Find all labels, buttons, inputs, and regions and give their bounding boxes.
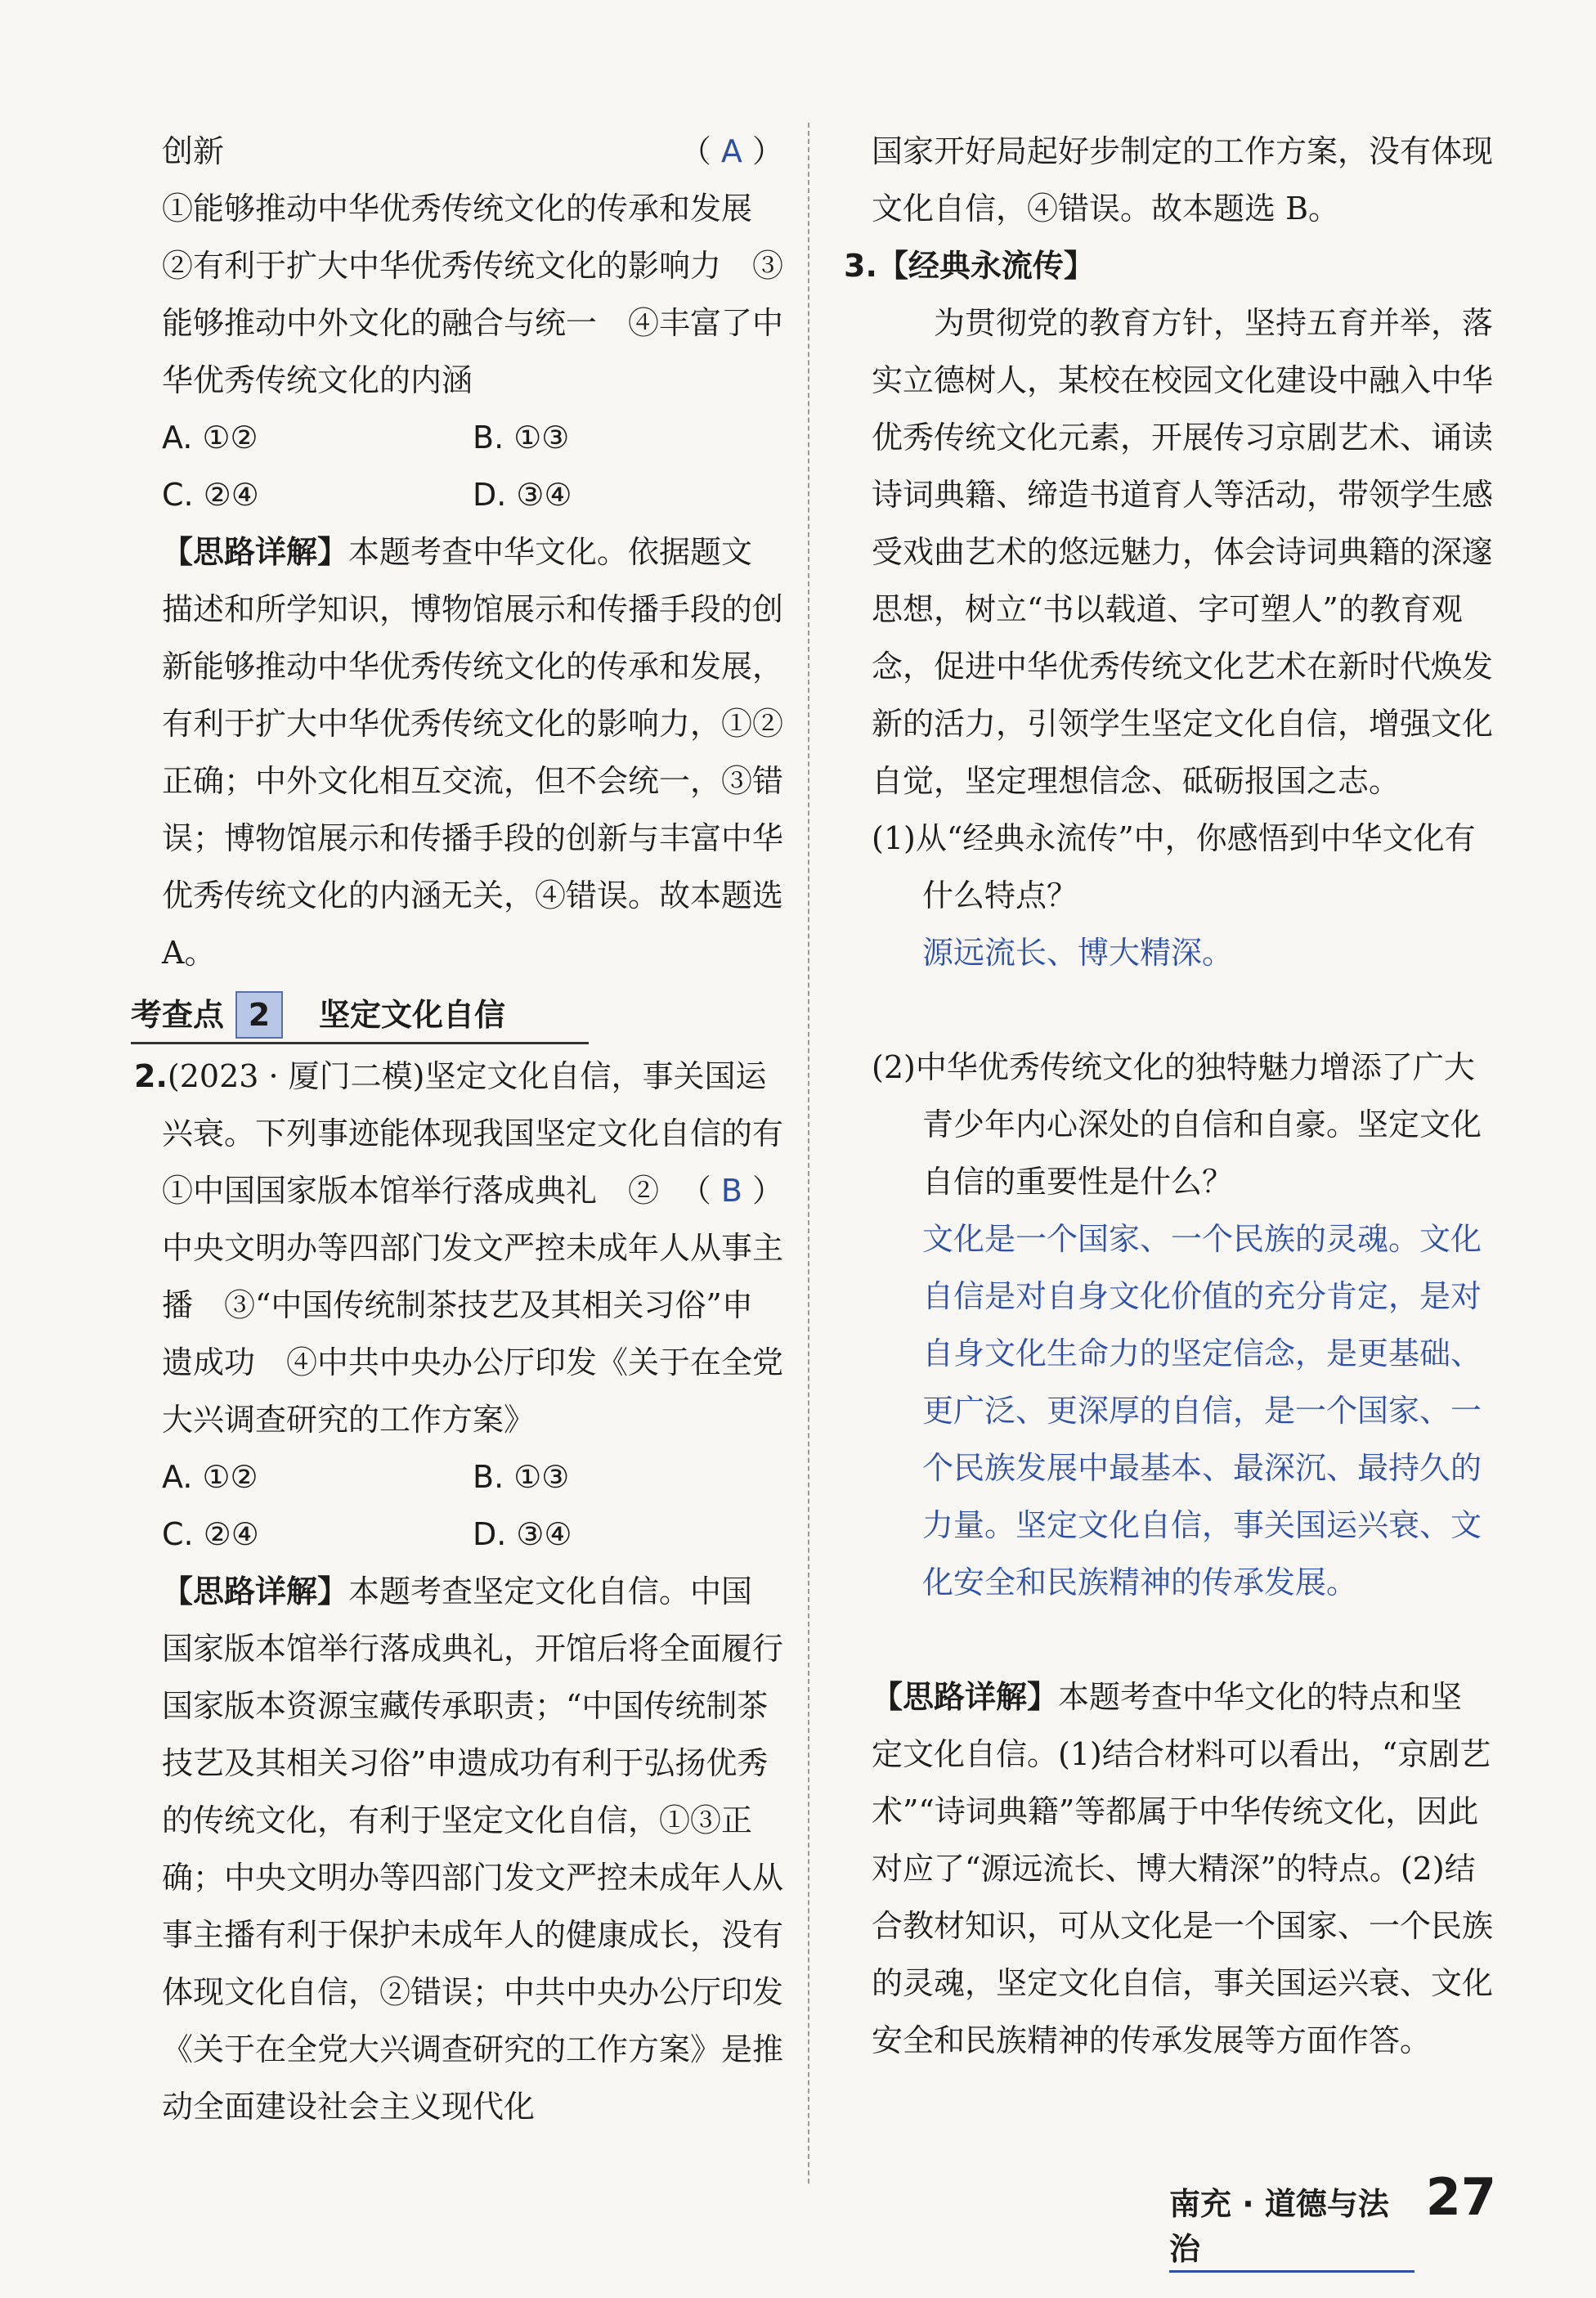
spacer — [872, 981, 1493, 1039]
q2-analysis-text: 本题考查坚定文化自信。中国国家版本馆举行落成典礼，开馆后将全面履行国家版本资源宝藏传承职责；“中国传统制茶技艺及其相关习俗”申遗成功有利于弘扬优秀的传统文化，有利于坚定文化自信，①③正确；中央文明办等四部门发文严控未成年人从事主播有利于保护未成年人的健康成长，没有体现文化自信，②错误；中共中央办公厅印发《关于在全党大兴调查研究的工作方案》是推动全面建设社会主义现代化 — [162, 1573, 784, 2125]
q3-heading — [844, 237, 1493, 294]
q2-options-row2 — [162, 1506, 783, 1563]
q1-analysis-text: 本题考查中华文化。依据题文描述和所学知识，博物馆展示和传播手段的创新能够推动中华优秀传统文化的传承和发展，有利于扩大中华优秀传统文化的影响力，①②正确；中外文化相互交流，但不会统一，③错误；博物馆展示和传播手段的创新与丰富中华优秀传统文化的内涵无关，④错误。故本题选 A。 — [162, 534, 784, 971]
q2-answer-bracket — [680, 1162, 783, 1219]
q2-analysis — [162, 1563, 783, 2135]
q1-answer: A — [720, 133, 742, 169]
right-column — [844, 123, 1494, 2069]
q1-analysis — [162, 523, 783, 981]
q3-sub2-answer: 文化是一个国家、一个民族的灵魂。文化自信是对自身文化价值的充分肯定，是对自身文化生命力的坚定信念，是更基础、更广泛、更深厚的自信，是一个国家、一个民族发展中最基本、最深沉、最持久的力量。坚定文化自信，事关国运兴衰、文化安全和民族精神的传承发展。 — [922, 1221, 1482, 1600]
q1-option-b: B. ①③ — [473, 420, 570, 456]
q1-analysis-tag: 【思路详解】 — [162, 534, 349, 570]
q3-sub1-answer: 源远流长、博大精深。 — [922, 935, 1234, 971]
q2-options-row1 — [162, 1448, 783, 1506]
q1-option-d: D. ③④ — [473, 477, 572, 513]
section-title: 坚定文化自信 — [319, 997, 506, 1033]
left-column — [131, 123, 784, 2135]
q2-option-b: B. ①③ — [473, 1459, 570, 1495]
q2-statements: ①中国国家版本馆举行落成典礼 ②中央文明办等四部门发文严控未成年人从事主播 ③“中国传统制茶技艺及其相关习俗”申遗成功 ④中共中央办公厅印发《关于在全党大兴调查研究的工作方案》 — [162, 1173, 784, 1438]
q3-material: 为贯彻党的教育方针，坚持五育并举，落实立德树人，某校在校园文化建设中融入中华优秀传统文化元素，开展传习京剧艺术、诵读诗词典籍、缔造书道育人等活动，带领学生感受戏曲艺术的悠远魅力，体会诗词典籍的深邃思想，树立“书以载道、字可塑人”的教育观念，促进中华优秀传统文化艺术在新时代焕发新的活力，引领学生坚定文化自信，增强文化自觉，坚定理想信念、砥砺报国之志。 — [872, 305, 1494, 799]
q3-analysis — [872, 1668, 1493, 2069]
q2-option-c: C. ②④ — [162, 1516, 259, 1552]
q3-analysis-tag: 【思路详解】 — [872, 1679, 1059, 1715]
q3-sub1-question: (1)从“经典永流传”中，你感悟到中华文化有什么特点？ — [872, 820, 1476, 913]
q1-options-row1 — [162, 409, 783, 466]
q1-answer-bracket — [680, 123, 783, 180]
q2-stem-text: (2023 · 厦门二模)坚定文化自信，事关国运兴衰。下列事迹能体现我国坚定文化自信的有 — [162, 1058, 784, 1151]
q2-analysis-continued: 国家开好局起好步制定的工作方案，没有体现文化自信，④错误。故本题选 B。 — [872, 133, 1494, 227]
page-footer — [1169, 2167, 1496, 2267]
page-number: 27 — [1425, 2167, 1496, 2227]
q2-stem — [134, 1048, 784, 1209]
footer-book-title: 南充 · 道德与法治 — [1169, 2179, 1414, 2273]
q2-number: 2. — [134, 1058, 168, 1094]
q3-number: 3. — [844, 248, 877, 284]
section-header — [131, 988, 589, 1044]
q3-sub2-question: (2)中华优秀传统文化的独特魅力增添了广大青少年内心深处的自信和自豪。坚定文化自信的重要性是什么？ — [872, 1049, 1482, 1200]
section-label: 考查点 — [131, 997, 225, 1033]
q1-stem-tail — [162, 123, 783, 180]
column-divider — [808, 123, 809, 2184]
q2-answer: B — [720, 1173, 742, 1209]
q1-option-a: A. ①② — [162, 420, 258, 456]
q1-answer-open: （ — [679, 133, 721, 169]
q1-answer-close: ） — [742, 133, 783, 169]
q2-answer-open: （ — [679, 1173, 721, 1209]
q1-option-c: C. ②④ — [162, 477, 259, 513]
q1-statements: ①能够推动中华优秀传统文化的传承和发展 ②有利于扩大中华优秀传统文化的影响力 ③能够推动中外文化的融合与统一 ④丰富了中华优秀传统文化的内涵 — [162, 191, 784, 398]
q2-option-d: D. ③④ — [473, 1516, 572, 1552]
q2-option-a: A. ①② — [162, 1459, 258, 1495]
q3-analysis-text: 本题考查中华文化的特点和坚定文化自信。(1)结合材料可以看出，“京剧艺术”“诗词典籍”等都属于中华传统文化，因此对应了“源远流长、博大精深”的特点。(2)结合教材知识，可从文化是一个国家、一个民族的灵魂，坚定文化自信，事关国运兴衰、文化安全和民族精神的传承发展等方面作答。 — [872, 1679, 1494, 2058]
q2-analysis-tag: 【思路详解】 — [162, 1573, 349, 1609]
section-number-badge: 2 — [235, 991, 283, 1039]
q3-title: 【经典永流传】 — [876, 248, 1095, 284]
q1-tail-text: 创新 — [162, 133, 225, 169]
spacer — [872, 1611, 1493, 1668]
q2-answer-close: ） — [742, 1173, 783, 1209]
q1-options-row2 — [162, 466, 783, 523]
